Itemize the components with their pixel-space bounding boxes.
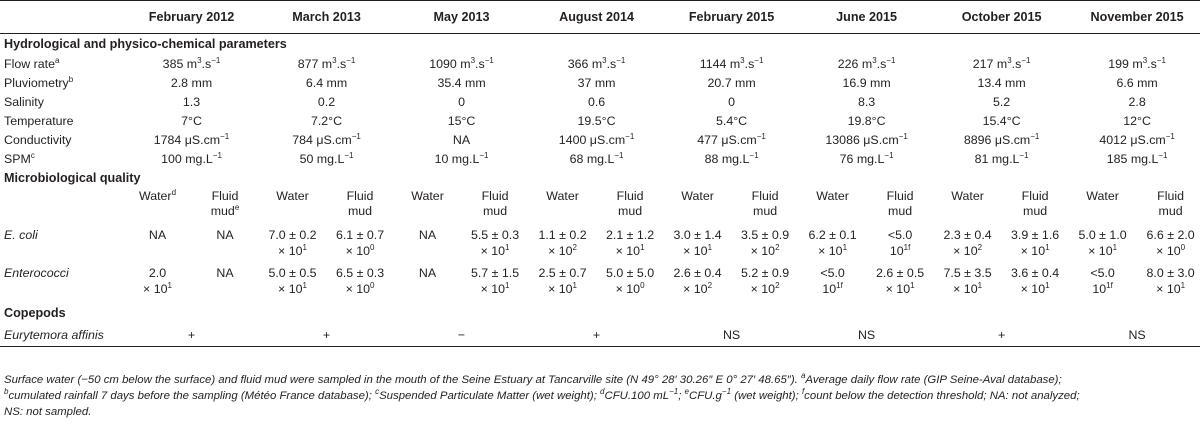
count-value: 6.1 ± 0.7 [335,228,385,242]
fluid-mud-header-line2 [1001,204,1069,219]
parameter-label-sup: b [68,74,74,84]
count-exponent: × $10^1$ [1156,280,1186,296]
count-exponent-sup: 1 [505,280,510,290]
count-cell [394,264,461,302]
water-header-text: Water [411,189,444,203]
parameter-value: NA [452,132,471,147]
count-exponent-sup: 0 [640,280,645,290]
fluid-mud-header [731,188,799,226]
count-cell [124,264,191,302]
footnote-text: CFU.g [688,390,722,402]
count-exponent: × $10^1$ [480,280,510,296]
count-exponent-sup: 1 [1180,280,1186,290]
parameter-row [0,149,1200,168]
fluid-mud-header-text: Fluid [481,189,509,203]
count-exponent: × $10^0$ [345,280,375,296]
count-exponent: $10^{1f}$ [822,280,843,296]
count-cell [596,264,664,302]
count-exponent: × $10^1$ [278,242,307,258]
fluid-mud-header-sup: e [234,202,240,212]
fluid-mud-header [596,188,664,226]
fluid-mud-header [1001,188,1069,226]
parameter-value: 68 $mg.L^{-1}$ [569,150,624,166]
water-header-text: Water [681,189,714,203]
copepod-value: + [124,324,259,347]
count-cell [731,226,799,264]
count-value: 6.5 ± 0.3 [335,266,385,280]
count-cell [1001,264,1069,302]
count-exponent-sup: 2 [707,280,713,290]
water-header-sup: d [171,187,177,197]
fluid-mud-header-text: mud [1023,204,1048,218]
parameter-value: 5.4°C [716,113,748,128]
count-exponent: × $10^1$ [278,280,307,296]
fluid-mud-header [866,188,934,226]
count-exponent: × $10^1$ [143,280,172,296]
count-value: 3.5 ± 0.9 [741,228,790,242]
count-cell [326,226,394,264]
parameter-value: 877 $m^3.s^{-1}$ [297,55,356,71]
footnote-sup: e [684,387,689,397]
parameter-value: 35.4 mm [437,75,486,90]
count-exponent: × $10^2$ [953,242,983,258]
water-header [1069,188,1136,226]
count-cell [1136,226,1200,264]
copepod-value: + [529,324,664,347]
count-exponent: × $10^1$ [1088,242,1118,258]
count-exponent-sup: 0 [370,280,375,290]
parameter-value: 366 $m^3.s^{-1}$ [567,55,626,71]
footnote-sup: c [375,387,380,397]
entero-row [0,264,1200,302]
count-exponent-sup: 1 [707,242,713,252]
date-header: November 2015 [1069,1,1200,34]
copepod-value: NS [1069,324,1200,347]
fluid-mud-header-text: Fluid [751,189,779,203]
parameter-value: 20.7 mm [707,75,756,90]
count-exponent-sup: 1f [903,242,911,252]
count-value: 5.2 ± 0.9 [741,266,790,280]
parameter-value: 199 $m^3.s^{-1}$ [1108,55,1166,71]
count-exponent: × $10^2$ [750,280,780,296]
water-header [664,188,731,226]
parameter-value: 1090 $m^3.s^{-1}$ [429,55,494,71]
parameter-label-text: SPM [4,151,31,166]
copepod-label: Eurytemora affinis [0,324,124,347]
count-cell [461,264,529,302]
count-value: 6.2 ± 0.1 [808,228,857,242]
parameter-value: 1.3 [182,94,201,109]
sample-type-empty [0,188,124,226]
footnote-sup: f [801,387,805,397]
count-exponent-sup: 1 [302,280,307,290]
count-exponent: × $10^1$ [615,242,645,258]
section-row [0,302,1200,324]
parameter-value: 1400 $\mu S.cm^{-1}$ [558,131,635,147]
count-exponent: $10^{1f}$ [1092,280,1113,296]
fluid-mud-header-text: mud [210,204,235,218]
date-header: February 2015 [664,1,799,34]
parameter-row [0,73,1200,92]
parameter-value: 19.8°C [847,113,886,128]
fluid-mud-header-line2 [326,204,394,219]
parameter-value: 6.6 mm [1116,75,1158,90]
footnote-sup: −1 [721,387,732,397]
header-row [0,1,1200,34]
fluid-mud-header-text: Fluid [616,189,644,203]
fluid-mud-header-text: mud [1158,204,1183,218]
count-exponent: × $10^1$ [548,280,577,296]
parameter-value: 88 $mg.L^{-1}$ [704,150,759,166]
count-exponent: × $10^1$ [1020,242,1050,258]
parameter-value: 8.3 [857,94,876,109]
water-header [124,188,191,226]
parameter-row [0,92,1200,111]
footnote-text: cumulated rainfall 7 days before the sampling (Météo France database); [8,390,376,402]
parameter-value: 5.2 [992,94,1011,109]
count-exponent-sup: 1 [842,242,848,252]
count-cell [664,264,731,302]
water-header-text: Water [546,189,579,203]
count-cell [1069,264,1136,302]
parameter-value: 7.2°C [310,113,343,128]
count-exponent: × $10^0$ [615,280,645,296]
water-header-text: Water [816,189,849,203]
parameter-value: 0.6 [587,94,606,109]
footnote-text: NS: not sampled. [4,406,92,418]
footnote-sup: d [600,387,605,397]
water-header [394,188,461,226]
fluid-mud-header-text: mud [347,204,373,218]
parameter-label [0,149,124,168]
count-exponent-sup: 1 [1045,280,1050,290]
footnote-sup: a [800,371,806,381]
parameter-value: 6.4 mm [305,75,348,90]
section-title-copepods: Copepods [4,306,66,320]
parameter-label-sup: c [30,150,35,160]
count-exponent-sup: 0 [370,242,375,252]
count-exponent: × $10^1$ [683,242,713,258]
count-cell [529,226,596,264]
header-empty [0,1,124,34]
parameter-value: 784 $\mu S.cm^{-1}$ [292,131,361,147]
parameter-label-text: Salinity [4,94,44,109]
count-cell [731,264,799,302]
count-exponent-sup: 2 [977,242,983,252]
copepod-value: − [394,324,529,347]
count-cell [1069,226,1136,264]
date-header: June 2015 [799,1,934,34]
count-exponent: × $10^1$ [818,242,848,258]
sample-type-row [0,188,1200,226]
parameter-value: 477 $\mu S.cm^{-1}$ [697,131,766,147]
water-header [259,188,326,226]
parameter-value: 2.8 [1128,94,1146,109]
count-exponent-sup: 1 [505,242,510,252]
parameter-label [0,92,124,111]
footnote-sup: b [4,387,9,397]
count-value: 3.9 ± 1.6 [1011,228,1060,242]
count-exponent: × $10^2$ [750,242,780,258]
date-header: February 2012 [124,1,259,34]
fluid-mud-header-text: mud [618,204,643,218]
parameter-value: 10 $mg.L^{-1}$ [434,150,489,166]
count-exponent-sup: 1 [1045,242,1050,252]
copepod-value: NS [664,324,799,347]
copepod-row [0,324,1200,347]
count-exponent: × $10^0$ [345,242,375,258]
table-body [0,34,1200,347]
parameter-value: 12°C [1123,113,1151,128]
parameter-label-text: Conductivity [4,132,72,147]
copepod-value: + [259,324,394,347]
date-header: March 2013 [259,1,394,34]
date-header: August 2014 [529,1,664,34]
water-header [799,188,866,226]
parameter-value: 76 $mg.L^{-1}$ [839,150,894,166]
parameter-value: 81 $mg.L^{-1}$ [974,150,1029,166]
count-exponent-sup: 2 [775,280,780,290]
count-value: 8.0 ± 3.0 [1146,266,1195,280]
count-value: <5.0 [887,228,913,242]
parameter-value: 15.4°C [982,113,1021,128]
parameter-value: 385 $m^3.s^{-1}$ [162,55,221,71]
count-value: 3.0 ± 1.4 [673,228,722,242]
count-exponent-sup: 0 [1180,242,1186,252]
count-value: NA [148,228,167,242]
count-cell [1136,264,1200,302]
count-exponent: × $10^2$ [683,280,713,296]
parameter-value: 19.5°C [577,113,616,128]
fluid-mud-header-line2 [1136,204,1200,219]
footnote-text: ; [678,390,685,402]
count-value: NA [418,266,437,280]
count-exponent-sup: 2 [775,242,780,252]
parameter-value: 13086 $\mu S.cm^{-1}$ [825,131,908,147]
count-exponent-sup: 1 [572,280,577,290]
fluid-mud-header-text: Fluid [1021,189,1049,203]
parameter-row [0,54,1200,73]
parameter-value: 0.2 [317,94,336,109]
footnote-text: Suspended Particulate Matter (wet weight); [379,390,601,402]
copepod-value: NS [799,324,934,347]
parameter-value: 50 $mg.L^{-1}$ [299,150,354,166]
parameter-label-sup: a [54,55,60,65]
fluid-mud-header [461,188,529,226]
fluid-mud-header-text: mud [482,204,508,218]
water-header [934,188,1001,226]
count-value: 2.3 ± 0.4 [943,228,992,242]
water-header-text: Water [276,189,309,203]
fluid-mud-header-text: Fluid [211,189,239,203]
section-row [0,34,1200,55]
footnote-text: Surface water (−50 cm below the surface) and fluid mud were sampled in the mouth of the Seine Estuary at Tancarville site (N 49° 28′ 30.26″ E 0° 27′ 48.65″). [4,374,801,386]
count-value: NA [418,228,437,242]
count-value: <5.0 [1090,266,1115,280]
parameter-value: 2.8 mm [170,75,213,90]
water-header-text: Water [138,189,172,203]
parameter-value: 0 [458,94,465,109]
count-cell [596,226,664,264]
count-value: 7.5 ± 3.5 [943,266,992,280]
copepod-value: + [934,324,1069,347]
water-header-text: Water [1086,189,1119,203]
ecoli-row [0,226,1200,264]
count-cell [866,226,934,264]
count-value: 7.0 ± 0.2 [268,228,317,242]
fluid-mud-header-line2 [461,204,529,219]
count-exponent: × $10^1$ [885,280,915,296]
parameter-row [0,130,1200,149]
count-cell [461,226,529,264]
fluid-mud-header [1136,188,1200,226]
parameter-value: 1144 $m^3.s^{-1}$ [699,55,764,71]
count-value: 5.0 ± 0.5 [268,266,317,280]
count-value: NA [216,266,234,280]
parameter-label [0,130,124,149]
count-value: 2.6 ± 0.4 [673,266,722,280]
count-exponent: × $10^2$ [548,242,577,258]
count-cell [394,226,461,264]
parameter-value: 15°C [447,113,476,128]
fluid-mud-header-line2 [866,204,934,219]
count-value: 2.0 [148,266,167,280]
count-exponent-sup: 1 [640,242,645,252]
parameter-label-text: Pluviometry [4,75,69,90]
section-title-hydro: Hydrological and physico-chemical parameters [4,37,287,51]
count-exponent-sup: 1f [1106,280,1113,290]
section-title-micro: Microbiological quality [4,171,141,185]
count-cell [191,226,259,264]
parameter-value: 1784 $\mu S.cm^{-1}$ [153,131,230,147]
parameter-value: 0 [728,94,736,109]
parameter-value: 100 $mg.L^{-1}$ [161,150,222,166]
section-row [0,168,1200,188]
count-value: 2.1 ± 1.2 [605,228,655,242]
count-cell [799,226,866,264]
parameter-label [0,111,124,130]
count-value: 6.6 ± 2.0 [1146,228,1195,242]
parameter-value: 4012 $\mu S.cm^{-1}$ [1099,131,1175,147]
water-header [529,188,596,226]
count-cell [124,226,191,264]
parameter-value: 8896 $\mu S.cm^{-1}$ [963,131,1040,147]
count-cell [799,264,866,302]
entero-label: Enterococci [4,266,69,280]
count-exponent-sup: 1f [836,280,843,290]
parameter-label-text: Temperature [4,113,74,128]
count-value: <5.0 [820,266,845,280]
parameter-label [0,73,124,92]
fluid-mud-header-line2 [731,204,799,219]
footnote-text: Average daily flow rate (GIP Seine-Aval database); [805,374,1062,386]
footnote-text: CFU.100 mL [604,390,670,402]
parameter-value: 217 $m^3.s^{-1}$ [972,55,1031,71]
count-exponent-sup: 2 [572,242,577,252]
count-value: 2.5 ± 0.7 [538,266,587,280]
parameter-label-text: Flow rate [4,56,55,71]
parameter-row [0,111,1200,130]
count-cell [1001,226,1069,264]
count-cell [529,264,596,302]
fluid-mud-header [326,188,394,226]
count-value: 5.7 ± 1.5 [470,266,520,280]
count-value: NA [216,228,234,242]
count-exponent-sup: 1 [977,280,983,290]
fluid-mud-header-line2 [596,204,664,219]
footnote-text: count below the detection threshold; NA: not analyzed; [804,390,1080,402]
count-exponent-sup: 1 [910,280,915,290]
count-cell [664,226,731,264]
fluid-mud-header [191,188,259,226]
count-cell [191,264,259,302]
count-value: 5.0 ± 1.0 [1078,228,1127,242]
count-value: 5.0 ± 5.0 [605,266,655,280]
count-exponent: $10^{1f}$ [889,242,911,258]
count-exponent-sup: 1 [302,242,307,252]
table-footnote [4,372,1194,420]
count-cell [866,264,934,302]
fluid-mud-header-text: Fluid [886,189,914,203]
water-header-text: Water [951,189,984,203]
fluid-mud-header-line2 [191,204,259,219]
fluid-mud-header-text: Fluid [346,189,374,203]
parameter-value: 185 $mg.L^{-1}$ [1106,150,1168,166]
parameter-value: 16.9 mm [842,75,891,90]
count-cell [934,226,1001,264]
parameter-label [0,54,124,73]
count-cell [934,264,1001,302]
ecoli-label: E. coli [4,228,38,242]
count-exponent: × $10^1$ [480,242,510,258]
parameter-value: 226 $m^3.s^{-1}$ [837,55,896,71]
count-value: 5.5 ± 0.3 [470,228,520,242]
date-header: October 2015 [934,1,1069,34]
footnote-sup: −1 [669,387,679,397]
date-header: May 2013 [394,1,529,34]
fluid-mud-header-text: mud [888,204,913,218]
count-exponent: × $10^1$ [1020,280,1050,296]
count-value: 1.1 ± 0.2 [538,228,587,242]
count-cell [326,264,394,302]
fluid-mud-header-text: Fluid [1157,189,1185,203]
count-exponent: × $10^1$ [953,280,983,296]
count-exponent: × $10^0$ [1156,242,1186,258]
parameter-value: 13.4 mm [977,75,1026,90]
parameter-value: 37 mm [577,75,616,90]
count-cell [259,264,326,302]
count-exponent-sup: 1 [167,280,172,290]
count-cell [259,226,326,264]
fluid-mud-header-text: mud [753,204,778,218]
count-exponent-sup: 1 [1112,242,1118,252]
footnote-text: (wet weight); [731,390,802,402]
count-value: 2.6 ± 0.5 [876,266,925,280]
count-value: 3.6 ± 0.4 [1011,266,1060,280]
parameter-value: 7°C [181,113,202,128]
